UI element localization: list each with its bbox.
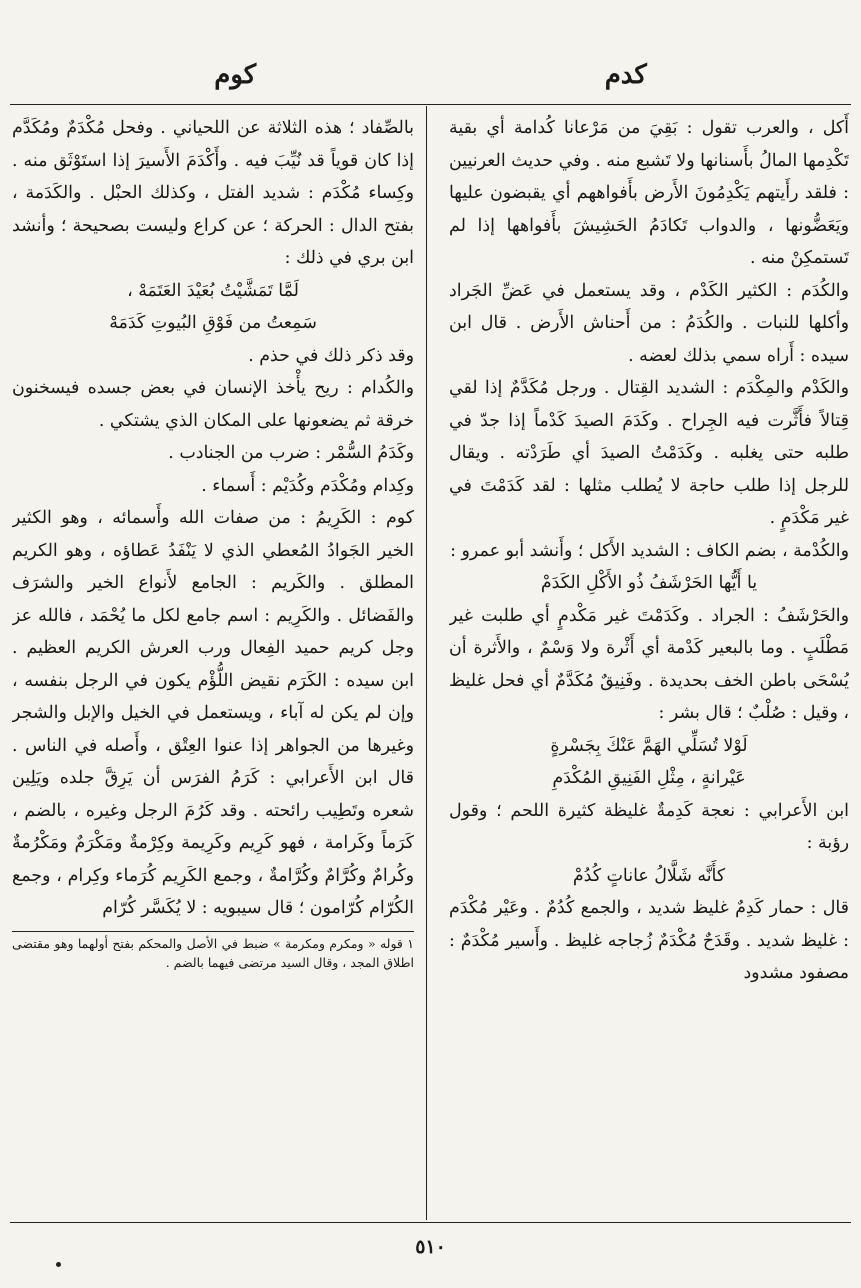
paragraph: ابن الأَعرابي : نعجة كَدِمةٌ غليظة كثيرة اللحم ؛ وقول رؤبة : (449, 800, 849, 853)
left-headword: كوم (214, 60, 257, 90)
bottom-rule (10, 1222, 851, 1223)
paragraph: قال : حمار كَدِمٌ غليظ شديد ، والجمع كُدُمٌ . وعَيْر مُكْدَم : غليظ شديد . وقَدَحٌ مُكْدَمٌ زُجاجه غليظ . وأَسير مُكْدَمٌ : مصفود مشدود (449, 898, 849, 983)
verse-line: لَوْلا تُسَلِّي الهَمَّ عَنْكَ بِجَسْرةٍ (550, 735, 748, 756)
right-column (449, 112, 849, 1212)
paragraph: أَكل ، والعرب تقول : بَقِيَ من مَرْعانا كُدامة أي بقية تَكْدِمها المالُ بأَسنانها ولا تَشبع منه . وفي حديث العرنيين : فلقد رأَيتهم يَكْدِمُونَ الأَرض بأَفواههم أي يقبضون عليها ويَعَضُّونها ، والدواب تَكادَمُ الحَشِيشَ بأَفواهها إذا لم تَستمكِنْ منه . (449, 118, 849, 268)
verse-line: عَيْرانةٍ ، مِثْلِ الفَنِيقِ المُكْدَمِ (552, 768, 746, 788)
column-divider (426, 106, 427, 1220)
entry-paragraph: كوم : الكَرِيمُ : من صفات الله وأَسمائه ، وهو الكثير الخير الجَوادُ المُعطي الذي لا يَنْفَدُ عَطاؤه ، وهو الكريم المطلق . والكَريم : الجامع لأَنواع الخير والشرَف والفَضائل . والكَرِيم : اسم جامع لكل ما يُحْمَد ، فالله عز وجل كريم حميد الفِعال ورب العرش الكريم العظيم . ابن سيده : الكَرَم نقيض اللُّؤْم يكون في الرجل بنفسه ، وإن لم يكن له آباء ، ويستعمل في الخيل والإبل والشجر وغيرها من الجواهر إذا عنوا العِتْق ، وأَصله في الناس . قال ابن الأَعرابي : كَرَمُ الفرَس أن يَرِقَّ جلده ويَلِين شعره وتَطِيب رائحته . وقد كَرُمَ الرجل وغيره ، بالضم ، كَرَماً وكَرامة ، فهو كَرِيم وكَرِيمة وكِرْمةٌ ومَكْرَمٌ ومَكْرُمةٌ وكُرامٌ وكُرَّامٌ وكُرَّامةٌ ، وجمع الكَرِيم كُرَماء وكِرام ، وجمع الكُرّام كُرّامون ؛ قال سيبويه : لا يُكَسَّر كُرّام (12, 508, 414, 918)
verse-line: كأَنَّه شَلَّالُ عاناتٍ كُدُمْ (572, 865, 726, 886)
page-header (40, 50, 821, 100)
verse-line: لَمَّا تَمَشَّيْتُ بُعَيْدَ العَتَمَهْ ، (127, 280, 299, 301)
page-number: ٥١٠ (415, 1236, 446, 1258)
paragraph: وكَدَمُ السُّمْر : ضرب من الجنادب . (168, 443, 414, 463)
paragraph: وكِدام ومُكْدَم وكُدَيْم : أَسماء . (201, 475, 414, 496)
ink-dot (56, 1262, 61, 1267)
footnote: ١ قوله « ومكرم ومكرمة » ضبط في الأصل والمحكم بفتح أولهما وهو مقتضى اطلاق المجد ، وقال السيد مرتضى فيهما بالضم . (12, 931, 414, 972)
paragraph: وقد ذكر ذلك في حذم . (248, 345, 414, 366)
verse-line: سَمِعتُ من فَوْقِ البُيوتِ كَدَمَهْ (109, 313, 317, 333)
right-headword: كدم (604, 60, 647, 90)
left-column (12, 112, 414, 1212)
paragraph: والكُدْمة ، بضم الكاف : الشديد الأَكل ؛ وأَنشد أبو عمرو : (450, 540, 849, 561)
paragraph: بالصِّفاد ؛ هذه الثلاثة عن اللحياني . وفحل مُكْدَمٌ ومُكَدَّم إذا كان قوياً قد نُيِّبَ فيه . وأَكْدَمَ الأَسيرَ إذا استَوْثَق منه . وكِساء مُكْدَم : شديد الفتل ، وكذلك الحبْل . والكَدَمة ، بفتح الدال : الحركة ؛ عن كراع وليست بصحيحة ؛ وأنشد ابن بري في ذلك : (12, 118, 414, 268)
paragraph: والكُدام : ريح يأْخذ الإنسان في بعض جسده فيسخنون خرقة ثم يضعونها على المكان الذي يشتكي . (12, 378, 414, 431)
verse-line: يا أَيُّها الحَرْشَفُ ذُو الأَكْلِ الكَدَمْ (540, 573, 758, 593)
top-rule (10, 104, 851, 105)
paragraph: والكَدْم والمِكْدَم : الشديد القِتال . ورجل مُكَدَّمٌ إذا لقي قِتالاً فأَثَّرت فيه الجِراح . وكَدَمَ الصيدَ كَدْماً إذا جدّ في طلبه حتى يغلبه . وكَدَمْتُ الصيدَ أي طَرَدْته . ويقال للرجل إذا طلب حاجة لا يُطلب مثلها : لقد كَدَمْتَ في غير مَكْدَمٍ . (449, 378, 849, 528)
paragraph: والحَرْشَفُ : الجراد . وكَدَمْتَ غير مَكْدمٍ أي طلبت غير مَطْلَبٍ . وما بالبعير كَدْمة أي أَثْرة ولا وَسْمٌ ، والأَثرة أن يُسْحَى باطن الخف بحديدة . وفَنِيقٌ مُكَدَّمٌ أي فحل غليظ ، وقيل : صُلْبٌ ؛ قال بشر : (449, 605, 849, 723)
paragraph: والكُدَم : الكثير الكَدْم ، وقد يستعمل في عَضِّ الجَراد وأكلها للنبات . والكُدَمُ : من أَحناش الأَرض . قال ابن سيده : أَراه سمي بذلك لعضه . (449, 280, 849, 366)
